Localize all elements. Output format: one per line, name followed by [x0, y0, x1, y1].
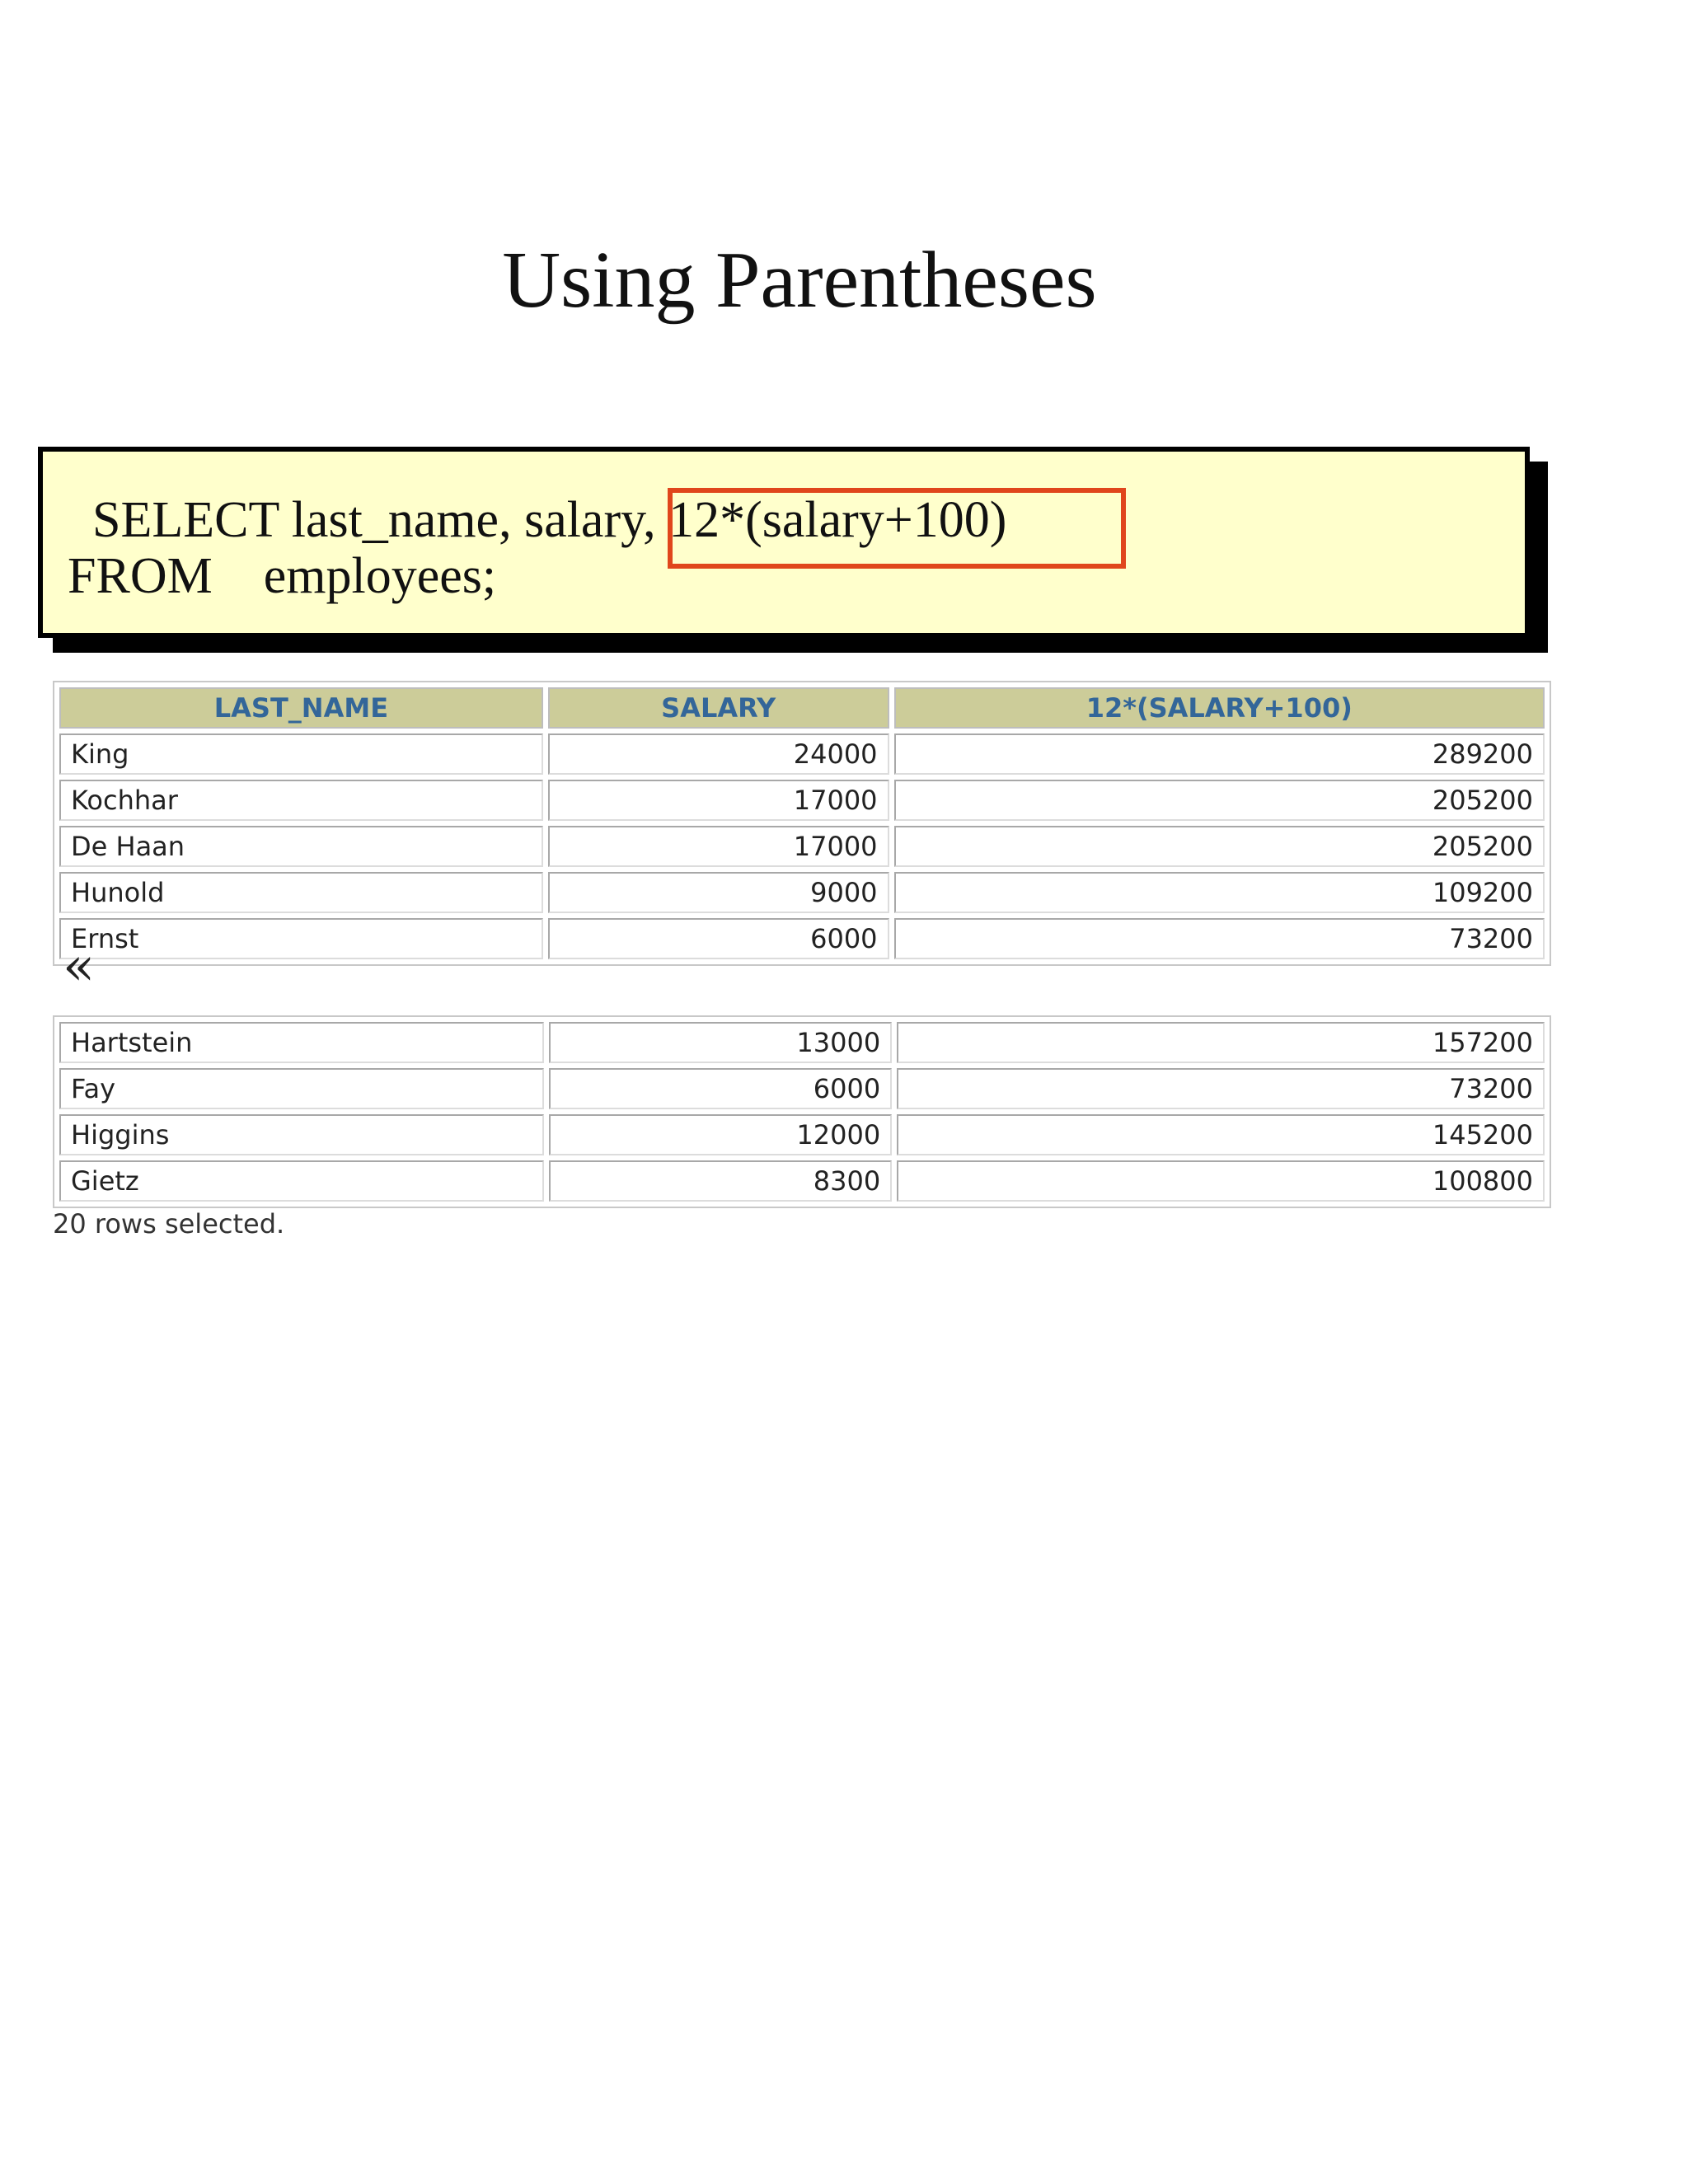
column-header-annual-expression: 12*(SALARY+100) [894, 687, 1545, 729]
cell-salary: 6000 [549, 1068, 893, 1109]
cell-annual: 289200 [894, 733, 1545, 775]
cell-last-name: De Haan [59, 826, 543, 867]
cell-annual: 205200 [894, 826, 1545, 867]
table-row [59, 918, 1545, 959]
expression-highlight-box [668, 488, 1126, 569]
cell-last-name: Hunold [59, 872, 543, 913]
rows-omitted-mark: « [63, 936, 96, 997]
cell-salary: 9000 [548, 872, 889, 913]
cell-last-name: King [59, 733, 543, 775]
table-row [59, 1022, 1545, 1063]
table-row [59, 1068, 1545, 1109]
rows-selected-status: 20 rows selected. [53, 1208, 285, 1240]
table-row [59, 1160, 1545, 1202]
table-row [59, 872, 1545, 913]
sql-code-box [38, 447, 1530, 638]
column-header-salary: SALARY [548, 687, 889, 729]
result-table-bottom [53, 1015, 1551, 1208]
cell-last-name: Hartstein [59, 1022, 544, 1063]
table-row [59, 780, 1545, 821]
cell-salary: 6000 [548, 918, 889, 959]
sql-line-from: FROM employees; [68, 548, 497, 604]
cell-annual: 109200 [894, 872, 1545, 913]
cell-last-name: Gietz [59, 1160, 544, 1202]
table-row [59, 1114, 1545, 1155]
cell-last-name: Kochhar [59, 780, 543, 821]
cell-last-name: Fay [59, 1068, 544, 1109]
column-header-last-name: LAST_NAME [59, 687, 543, 729]
cell-salary: 8300 [549, 1160, 893, 1202]
cell-annual: 205200 [894, 780, 1545, 821]
cell-salary: 17000 [548, 826, 889, 867]
table-body-bottom [59, 1022, 1545, 1202]
slide-title: Using Parentheses [502, 236, 1097, 325]
cell-annual: 73200 [897, 1068, 1545, 1109]
cell-salary: 12000 [549, 1114, 893, 1155]
cell-annual: 157200 [897, 1022, 1545, 1063]
table-row [59, 733, 1545, 775]
cell-last-name: Higgins [59, 1114, 544, 1155]
cell-salary: 17000 [548, 780, 889, 821]
table-header-row [59, 687, 1545, 729]
cell-salary: 13000 [549, 1022, 893, 1063]
cell-salary: 24000 [548, 733, 889, 775]
sql-line-select: SELECT last_name, salary, 12*(salary+100) [92, 492, 1007, 548]
table-body-top [59, 733, 1545, 959]
cell-last-name: Ernst [59, 918, 543, 959]
cell-annual: 145200 [897, 1114, 1545, 1155]
cell-annual: 73200 [894, 918, 1545, 959]
result-table-top [53, 681, 1551, 966]
table-row [59, 826, 1545, 867]
cell-annual: 100800 [897, 1160, 1545, 1202]
